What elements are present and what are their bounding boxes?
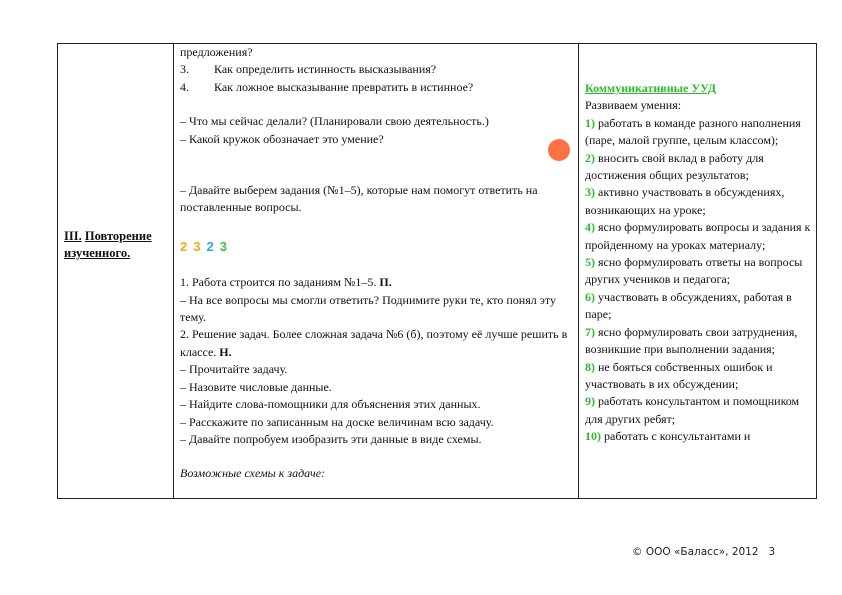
task-digit: 2 bbox=[206, 238, 215, 254]
uud-content bbox=[579, 44, 816, 446]
uud-item bbox=[585, 324, 812, 359]
task-digit: 3 bbox=[193, 238, 202, 254]
dialog-line: – Что мы сейчас делали? (Планировали свою деятельность.) bbox=[180, 114, 489, 129]
uud-item-text: вносить свой вклад в работу для достижения общих результатов; bbox=[585, 150, 764, 183]
uud-item-number: 9) bbox=[585, 394, 595, 409]
stage-name: Повторение изученного. bbox=[64, 229, 152, 260]
uud-item bbox=[585, 184, 812, 219]
task-digit: 2 bbox=[180, 238, 189, 254]
uud-item-number: 7) bbox=[585, 324, 595, 339]
orange-circle-marker bbox=[548, 139, 570, 161]
dialog-line: – Давайте попробуем изобразить эти данные в виде схемы. bbox=[180, 431, 482, 446]
dialog-line: – Найдите слова-помощники для объяснения этих данных. bbox=[180, 397, 481, 412]
work-line-1: 1. Работа строится по заданиям №1–5. П. bbox=[180, 275, 392, 290]
uud-item bbox=[585, 289, 812, 324]
page-footer: © ООО «Баласс», 2012 3 bbox=[632, 546, 776, 558]
dialog-line: – Расскажите по записанным на доске величинам всю задачу. bbox=[180, 414, 494, 429]
uud-item-text: работать в команде разного наполнения (паре, малой группе, целым классом); bbox=[585, 115, 801, 148]
uud-item-number: 1) bbox=[585, 115, 595, 130]
schemes-caption: Возможные схемы к задаче: bbox=[180, 466, 326, 481]
uud-item bbox=[585, 428, 812, 445]
uud-item-number: 4) bbox=[585, 220, 595, 235]
uud-item bbox=[585, 150, 812, 185]
uud-item-number: 2) bbox=[585, 150, 595, 165]
text-line: предложения? bbox=[180, 45, 253, 59]
uud-item-text: не бояться собственных ошибок и участвовать в их обсуждении; bbox=[585, 359, 773, 391]
question-4 bbox=[180, 79, 573, 96]
dialog-line: – Давайте выберем задания (№1–5), которые нам помогут ответить на поставленные вопросы. bbox=[180, 183, 538, 215]
uud-item bbox=[585, 359, 812, 394]
uud-intro: Развиваем умения: bbox=[585, 98, 682, 113]
uud-item-text: ясно формулировать свои затруднения, возникшие при выполнении задания; bbox=[585, 324, 798, 357]
stage-title bbox=[58, 44, 173, 262]
uud-item bbox=[585, 393, 812, 428]
table-row bbox=[58, 44, 817, 499]
lesson-table bbox=[57, 43, 817, 499]
uud-item-number: 6) bbox=[585, 289, 595, 304]
uud-item-text: активно участвовать в обсуждениях, возникающих на уроке; bbox=[585, 185, 785, 217]
mark-p: П. bbox=[379, 275, 392, 290]
dialog-line: – Какой кружок обозначает это умение? bbox=[180, 131, 384, 146]
uud-item-number: 3) bbox=[585, 185, 595, 200]
uud-cell bbox=[579, 44, 817, 499]
work-line-2: 2. Решение задач. Более сложная задача №6 (б), поэтому её лучше решить в классе. Н. bbox=[180, 327, 568, 359]
dialog-line: – Прочитайте задачу. bbox=[180, 362, 288, 377]
uud-item bbox=[585, 115, 812, 150]
stage-roman: III. bbox=[64, 229, 82, 243]
dialog-line: – На все вопросы мы смогли ответить? Поднимите руки те, кто понял эту тему. bbox=[180, 292, 556, 325]
uud-item-number: 10) bbox=[585, 429, 601, 444]
uud-item-number: 8) bbox=[585, 359, 595, 374]
uud-item bbox=[585, 219, 812, 254]
dialog-line: – Назовите числовые данные. bbox=[180, 379, 332, 394]
uud-item-text: ясно формулировать ответы на вопросы других учеников и педагога; bbox=[585, 255, 803, 287]
uud-heading: Коммуникативные УУД bbox=[585, 81, 717, 95]
uud-item-text: работать консультантом и помощником для других ребят; bbox=[585, 394, 800, 426]
uud-item bbox=[585, 254, 812, 289]
task-digit: 3 bbox=[219, 238, 228, 254]
uud-item-number: 5) bbox=[585, 255, 595, 270]
uud-item-text: участвовать в обсуждениях, работая в паре; bbox=[585, 289, 792, 322]
question-text: Как определить истинность высказывания? bbox=[214, 62, 437, 77]
question-number: 4. bbox=[180, 79, 189, 94]
uud-item-text: работать с консультантами и bbox=[604, 429, 751, 444]
question-3 bbox=[180, 61, 573, 78]
colored-task-digits bbox=[180, 238, 573, 255]
activity-content bbox=[174, 44, 578, 483]
stage-cell bbox=[58, 44, 174, 499]
mark-n: Н. bbox=[219, 344, 232, 359]
activity-cell bbox=[174, 44, 579, 499]
uud-list bbox=[585, 115, 812, 446]
question-number: 3. bbox=[180, 62, 189, 77]
question-text: Как ложное высказывание превратить в истинное? bbox=[214, 79, 474, 94]
uud-item-text: ясно формулировать вопросы и задания к пройденному на уроках материалу; bbox=[585, 220, 811, 252]
